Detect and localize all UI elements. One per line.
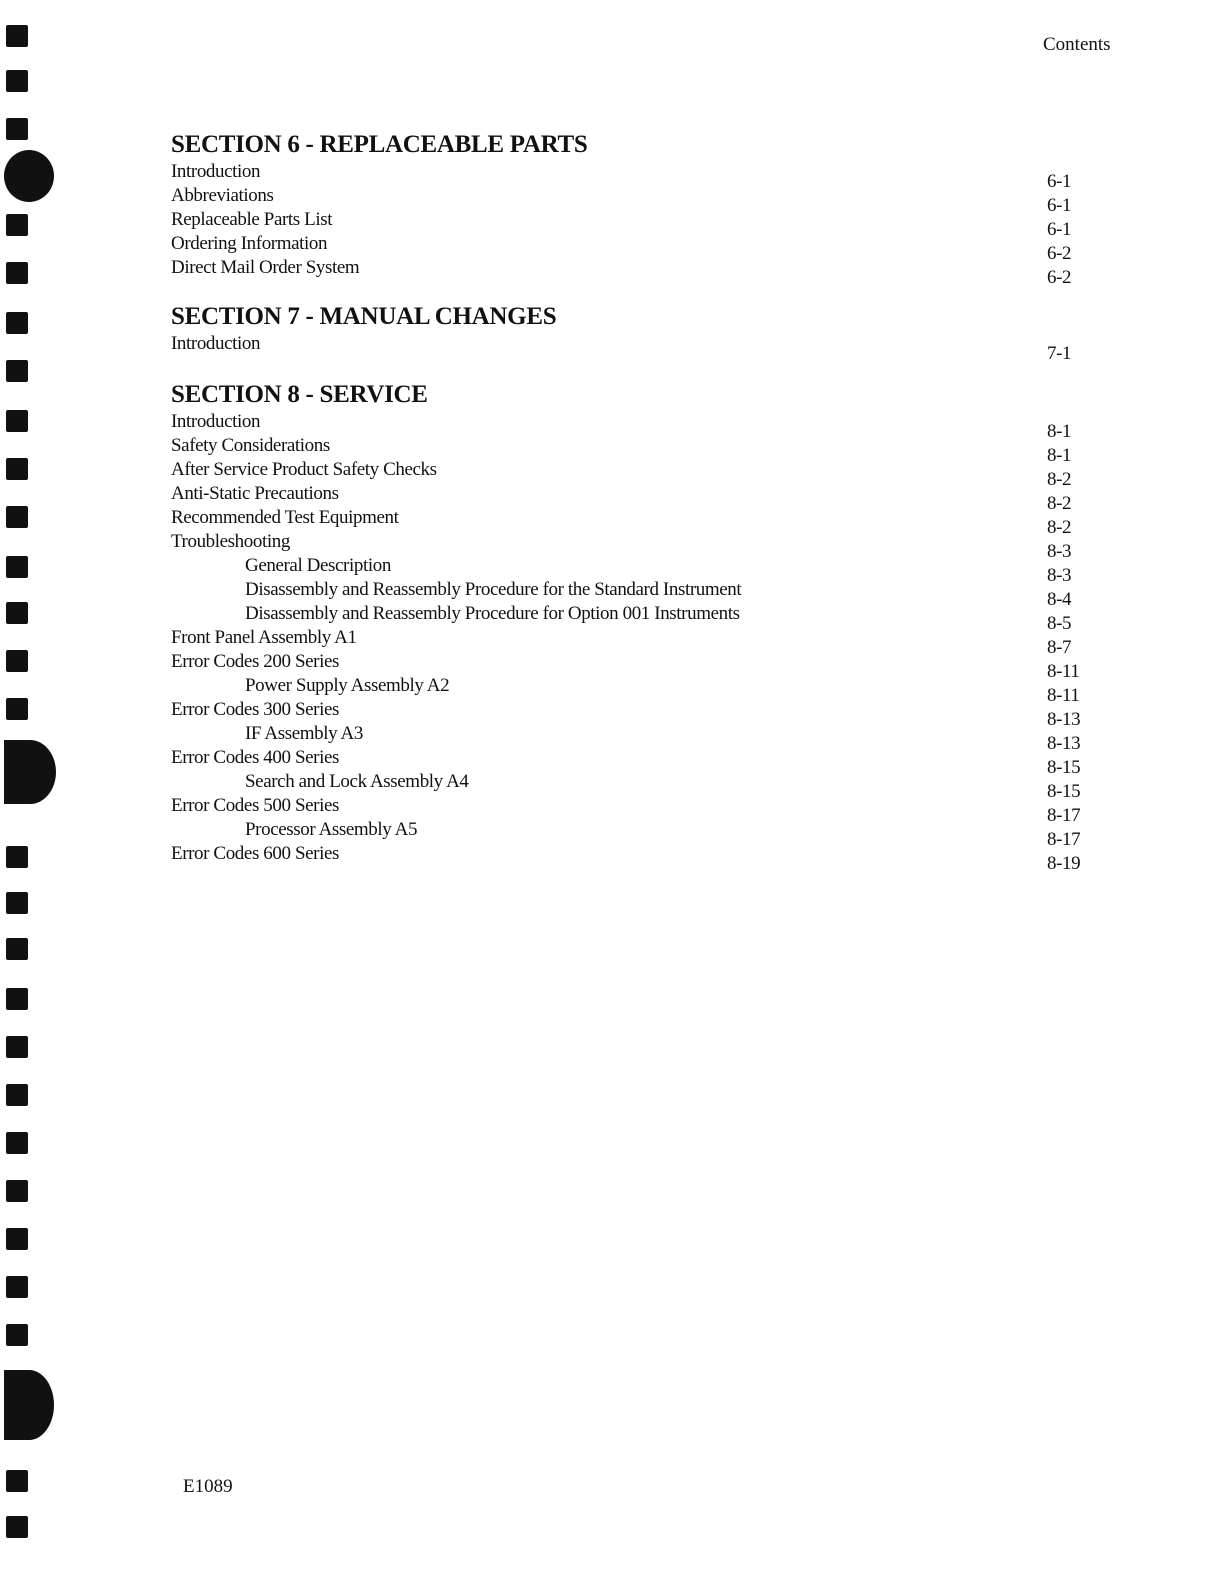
toc-entry-page: 6-1 — [1047, 195, 1072, 216]
toc-entry-label: Error Codes 200 Series — [171, 651, 339, 672]
binding-tab — [4, 150, 54, 202]
binding-holes — [0, 0, 60, 1584]
toc-entry — [171, 530, 1091, 562]
toc-entry-label: Anti-Static Precautions — [171, 483, 339, 504]
binding-hole — [6, 214, 28, 236]
toc-entry-page: 8-19 — [1047, 853, 1081, 874]
binding-hole — [6, 846, 28, 868]
toc-entry-page: 6-2 — [1047, 243, 1072, 264]
toc-entry-page: 8-17 — [1047, 805, 1081, 826]
toc-entry-page: 8-2 — [1047, 493, 1072, 514]
toc-entry — [171, 842, 1091, 874]
binding-hole — [6, 506, 28, 528]
binding-hole — [6, 602, 28, 624]
binding-hole — [6, 118, 28, 140]
binding-hole — [6, 1470, 28, 1492]
toc-entry-label: Replaceable Parts List — [171, 209, 333, 230]
section-title: SECTION 8 - SERVICE — [171, 381, 428, 408]
toc-entry-page: 6-2 — [1047, 267, 1072, 288]
toc-entry — [171, 232, 1091, 264]
toc-entry — [171, 506, 1091, 538]
toc-entry-label: After Service Product Safety Checks — [171, 459, 437, 480]
binding-tab — [4, 740, 56, 804]
toc-entry-page: 8-5 — [1047, 613, 1072, 634]
toc-entry-page: 8-11 — [1047, 685, 1080, 706]
toc-entry-label: Error Codes 400 Series — [171, 747, 339, 768]
binding-hole — [6, 25, 28, 47]
toc-entry — [171, 818, 1091, 850]
toc-entry-page: 8-3 — [1047, 541, 1072, 562]
section-title: SECTION 6 - REPLACEABLE PARTS — [171, 131, 588, 158]
toc-entry — [171, 650, 1091, 682]
toc-entry — [171, 434, 1091, 466]
toc-entry-label: Disassembly and Reassembly Procedure for the Standard Instrument — [245, 579, 742, 600]
toc-entry-page: 8-15 — [1047, 757, 1081, 778]
toc-entry — [171, 770, 1091, 802]
toc-entry-label: IF Assembly A3 — [245, 723, 363, 744]
toc-entry — [171, 256, 1091, 288]
binding-hole — [6, 410, 28, 432]
section-6 — [171, 130, 1091, 288]
toc-entry-label: Introduction — [171, 411, 261, 432]
section-title: SECTION 7 - MANUAL CHANGES — [171, 303, 557, 330]
toc-entry-label: Abbreviations — [171, 185, 274, 206]
toc-entry-page: 6-1 — [1047, 171, 1072, 192]
toc-entry — [171, 160, 1091, 192]
binding-hole — [6, 1516, 28, 1538]
toc-entry — [171, 626, 1091, 658]
binding-tab — [4, 1370, 54, 1440]
toc-entry-page: 8-7 — [1047, 637, 1072, 658]
section-entries — [171, 160, 1091, 288]
toc-entry-page: 7-1 — [1047, 343, 1072, 364]
binding-hole — [6, 262, 28, 284]
toc-entry — [171, 722, 1091, 754]
binding-hole — [6, 360, 28, 382]
binding-hole — [6, 1276, 28, 1298]
toc-entry-label: Ordering Information — [171, 233, 328, 254]
toc-entry — [171, 698, 1091, 730]
section-8 — [171, 380, 1091, 874]
toc-entry-page: 8-4 — [1047, 589, 1072, 610]
toc-entry — [171, 410, 1091, 442]
toc-entry — [171, 184, 1091, 216]
toc-entry — [171, 674, 1091, 706]
binding-hole — [6, 458, 28, 480]
binding-hole — [6, 988, 28, 1010]
toc-entry-label: Processor Assembly A5 — [245, 819, 418, 840]
toc-entry-label: General Description — [245, 555, 391, 576]
toc-entry-label: Troubleshooting — [171, 531, 290, 552]
binding-hole — [6, 938, 28, 960]
toc-entry-page: 8-13 — [1047, 733, 1081, 754]
toc-entry-page: 8-1 — [1047, 445, 1072, 466]
toc-entry — [171, 746, 1091, 778]
toc-entry — [171, 794, 1091, 826]
toc-entry-page: 8-11 — [1047, 661, 1080, 682]
toc-entry-label: Disassembly and Reassembly Procedure for Option 001 Instruments — [245, 603, 740, 624]
toc-entry-label: Error Codes 300 Series — [171, 699, 339, 720]
binding-hole — [6, 1324, 28, 1346]
toc-entry-page: 8-2 — [1047, 517, 1072, 538]
page-header-contents: Contents — [1043, 34, 1111, 55]
toc-entry-label: Search and Lock Assembly A4 — [245, 771, 469, 792]
binding-hole — [6, 1084, 28, 1106]
toc-entry-label: Introduction — [171, 161, 261, 182]
toc-entry — [171, 578, 1091, 610]
toc-entry-label: Error Codes 600 Series — [171, 843, 339, 864]
toc-entry-page: 8-1 — [1047, 421, 1072, 442]
toc-entry-label: Recommended Test Equipment — [171, 507, 399, 528]
toc-entry-page: 8-3 — [1047, 565, 1072, 586]
binding-hole — [6, 312, 28, 334]
binding-hole — [6, 698, 28, 720]
toc-entry-page: 6-1 — [1047, 219, 1072, 240]
toc-entry-page: 8-13 — [1047, 709, 1081, 730]
toc-entry-label: Introduction — [171, 333, 261, 354]
section-entries — [171, 410, 1091, 874]
toc-entry — [171, 602, 1091, 634]
toc-entry — [171, 482, 1091, 514]
toc-entry-page: 8-15 — [1047, 781, 1081, 802]
toc-entry-label: Direct Mail Order System — [171, 257, 360, 278]
toc-entry-label: Error Codes 500 Series — [171, 795, 339, 816]
toc-entry — [171, 332, 1091, 364]
toc-entry-page: 8-17 — [1047, 829, 1081, 850]
binding-hole — [6, 1036, 28, 1058]
binding-hole — [6, 1132, 28, 1154]
toc-entry — [171, 208, 1091, 240]
binding-hole — [6, 892, 28, 914]
binding-hole — [6, 70, 28, 92]
binding-hole — [6, 1228, 28, 1250]
toc-entry-label: Power Supply Assembly A2 — [245, 675, 450, 696]
binding-hole — [6, 556, 28, 578]
document-code: E1089 — [183, 1476, 233, 1497]
section-entries — [171, 332, 1091, 364]
binding-hole — [6, 650, 28, 672]
toc-entry — [171, 458, 1091, 490]
toc-entry-page: 8-2 — [1047, 469, 1072, 490]
toc-entry-label: Safety Considerations — [171, 435, 330, 456]
toc-entry — [171, 554, 1091, 586]
section-7 — [171, 302, 1091, 364]
toc-entry-label: Front Panel Assembly A1 — [171, 627, 357, 648]
binding-hole — [6, 1180, 28, 1202]
